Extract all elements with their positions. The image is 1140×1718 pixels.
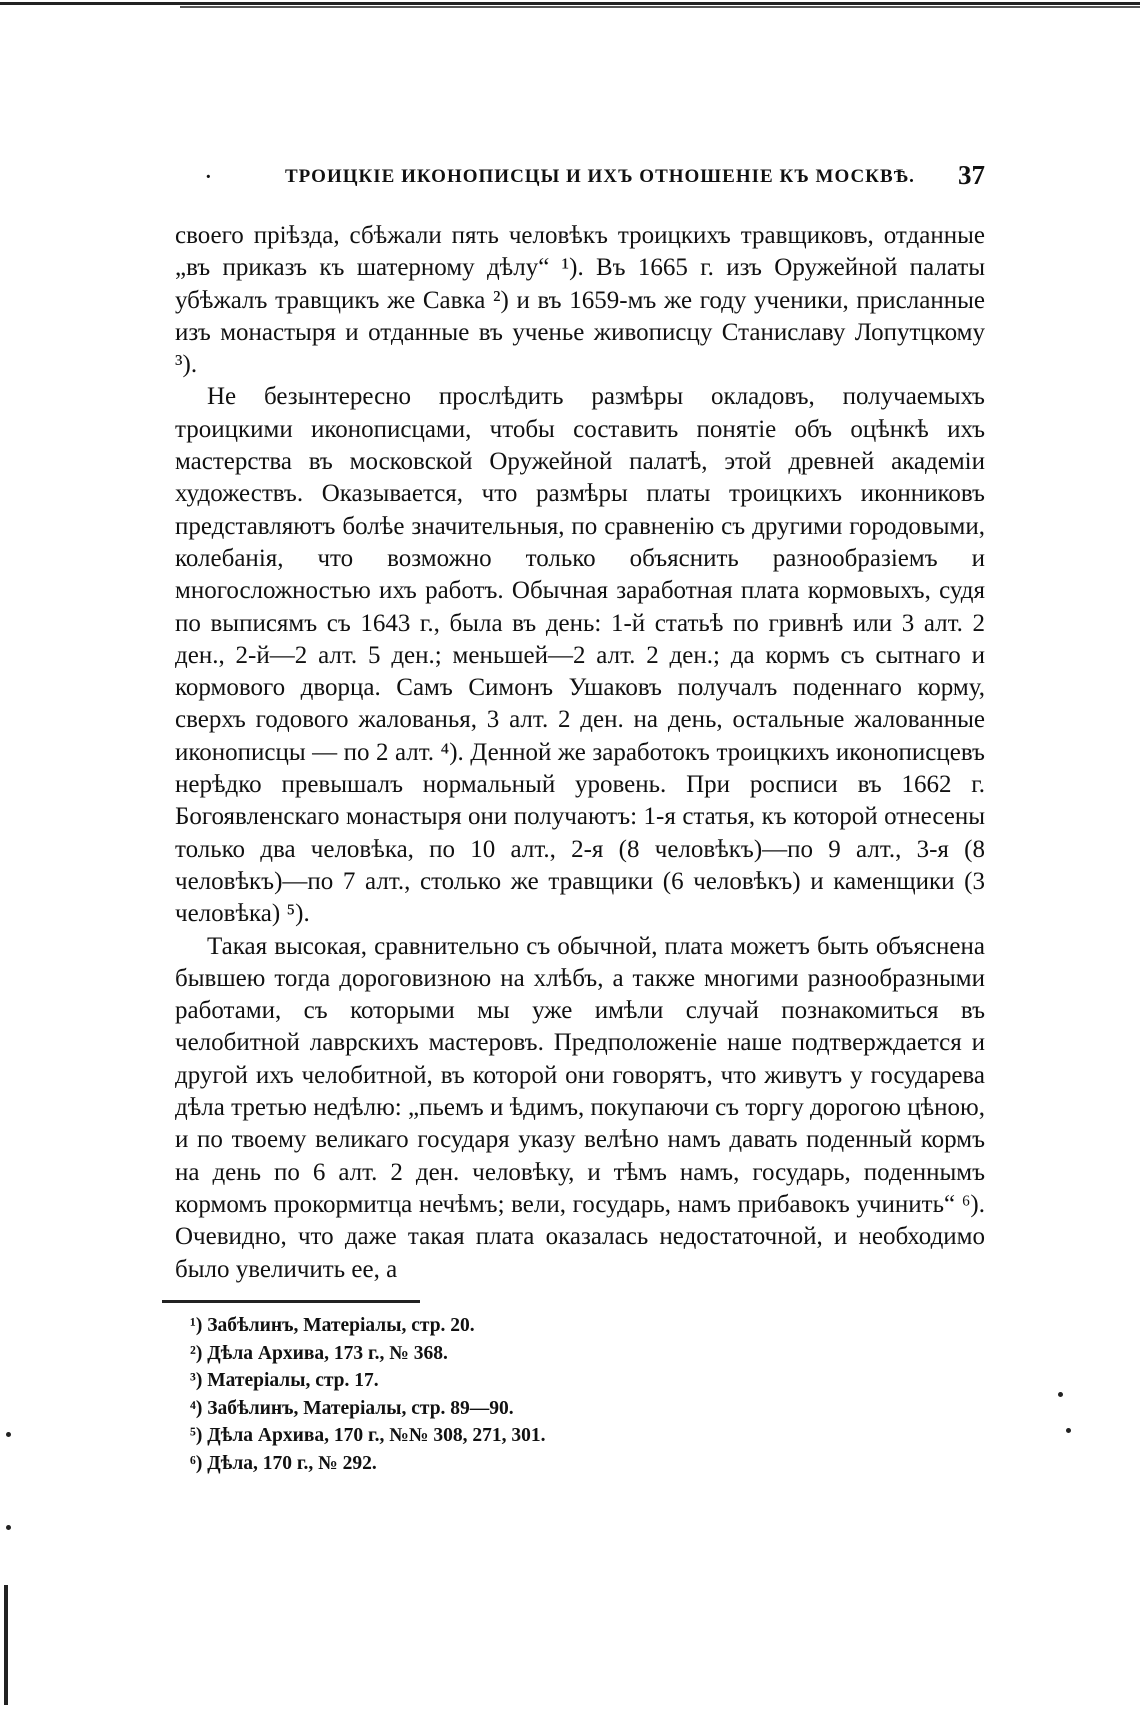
scan-speck (1058, 1392, 1063, 1397)
paragraph-salaries: Не безынтересно прослѣдить размѣры окладовъ, получаемыхъ троицкими иконописцами, чтобы составить понятіе объ оцѣнкѣ ихъ мастерства въ московской Оружейной палатѣ, этой древней академіи художествъ. Оказывается, что размѣры платы троицкихъ иконниковъ представляютъ болѣе значительныя, по сравненію съ другими городовыми, колебанія, что возможно только объяснить разнообразіемъ и многосложностью ихъ работъ. Обычная заработная плата кормовыхъ, судя по выписямъ съ 1643 г., была въ день: 1-й статьѣ по гривнѣ или 3 алт. 2 ден., 2-й—2 алт. 5 ден.; меньшей—2 алт. 2 ден.; да кормъ съ сытнаго и кормового дворца. Самъ Симонъ Ушаковъ получалъ поденнаго корму, сверхъ годового жалованья, 3 алт. 2 ден. на день, остальные жалованные иконописцы — по 2 алт. ⁴). Денной же заработокъ троицкихъ иконописцевъ нерѣдко превышалъ нормальный уровень. При росписи въ 1662 г. Богоявленскаго монастыря они получаютъ: 1-я статья, къ которой отнесены только два человѣка, по 10 алт., 2-я (8 человѣкъ)—по 9 алт., 3-я (8 человѣкъ)—по 7 алт., столько же травщики (6 человѣкъ) и каменщики (3 человѣка) ⁵). (175, 383, 985, 928)
scan-edge-mark (4, 1585, 8, 1705)
footnote-text: Забѣлинъ, Матеріалы, стр. 89—90. (207, 1397, 514, 1419)
footnote-mark: ⁵) (190, 1425, 203, 1446)
footnote-item (190, 1367, 790, 1395)
top-scan-rule-secondary (180, 6, 1140, 8)
scan-speck (1066, 1428, 1071, 1433)
footnote-text: Дѣла Архива, 173 г., № 368. (207, 1342, 448, 1364)
footnotes (190, 1312, 790, 1477)
footnote-mark: ³) (190, 1370, 203, 1391)
footnote-item (190, 1340, 790, 1368)
paragraph-continued: своего пріѣзда, сбѣжали пять человѣкъ троицкихъ травщиковъ, отданные „въ приказъ къ шатерному дѣлу“ ¹). Въ 1665 г. изъ Оружейной палаты убѣжалъ травщикъ же Савка ²) и въ 1659-мъ же году ученики, присланные изъ монастыря и отданные въ ученье живописцу Станиславу Лопутцкому ³). (175, 222, 985, 379)
footnote-item (190, 1312, 790, 1340)
footnote-mark: ⁴) (190, 1397, 203, 1419)
footnote-text: Забѣлинъ, Матеріалы, стр. 20. (207, 1315, 475, 1336)
page-number: 37 (958, 160, 985, 190)
footnote-item (190, 1395, 790, 1423)
footnote-text: Дѣла, 170 г., № 292. (207, 1452, 377, 1474)
footnote-mark: ²) (190, 1342, 203, 1364)
footnote-rule (162, 1300, 420, 1303)
scan-speck (6, 1525, 11, 1530)
top-scan-rule (0, 2, 1140, 5)
scan-speck (6, 1432, 11, 1437)
body-text (175, 220, 985, 1286)
header-dot: · (205, 166, 212, 188)
running-head: ТРОИЦКІЕ ИКОНОПИСЦЫ И ИХЪ ОТНОШЕНІЕ КЪ МОСКВѢ. (285, 166, 915, 187)
footnote-mark: ¹) (190, 1315, 203, 1336)
footnote-mark: ⁶) (190, 1452, 203, 1474)
footnote-text: Матеріалы, стр. 17. (207, 1370, 379, 1391)
footnote-text: Дѣла Архива, 170 г., №№ 308, 271, 301. (207, 1425, 546, 1446)
footnote-item (190, 1422, 790, 1450)
page-header (175, 160, 985, 200)
paragraph-high-pay: Такая высокая, сравнительно съ обычной, плата можетъ быть объяснена бывшею тогда дороговизною на хлѣбъ, а также многими разнообразными работами, съ которыми мы уже имѣли случай познакомиться въ челобитной лаврскихъ мастеровъ. Предположеніе наше подтверждается и другой ихъ челобитной, въ которой они говорятъ, что живутъ у государева дѣла третью недѣлю: „пьемъ и ѣдимъ, покупаючи съ торгу дорогою цѣною, и по твоему великаго государя указу велѣно намъ давать поденный кормъ на день по 6 алт. 2 ден. человѣку, и тѣмъ намъ, государь, поденнымъ кормомъ прокормитца нечѣмъ; вели, государь, намъ прибавокъ учинить“ ⁶). Очевидно, что даже такая плата оказалась недостаточной, и необходимо было увеличить ее, а (175, 932, 985, 1283)
footnote-item (190, 1450, 790, 1478)
